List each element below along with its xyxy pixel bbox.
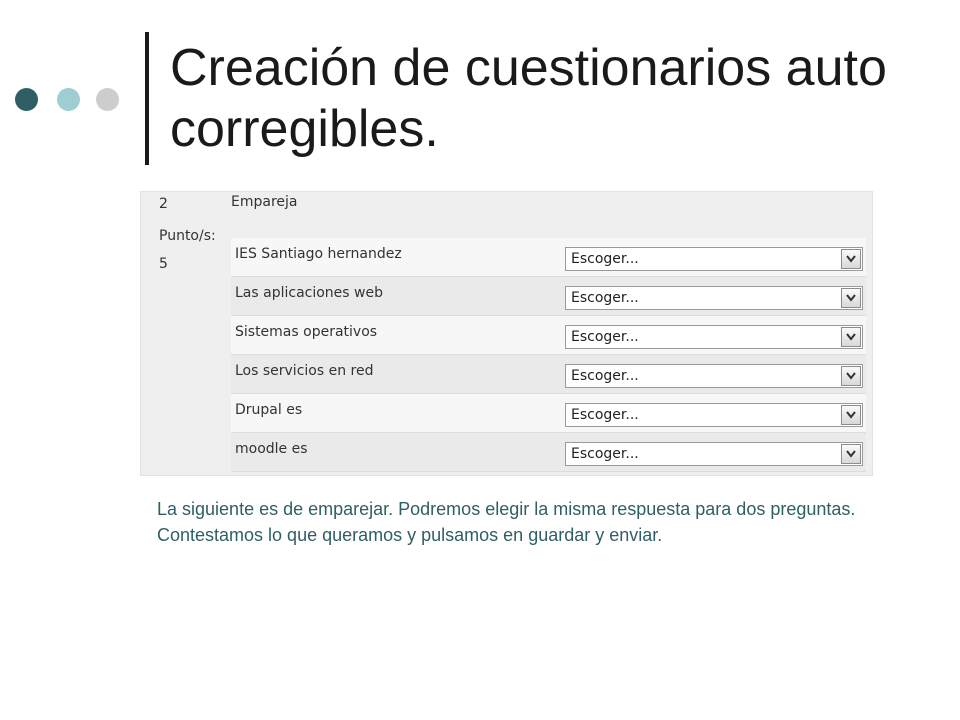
- match-row-label: Las aplicaciones web: [235, 285, 383, 301]
- dropdown-button[interactable]: [841, 444, 861, 464]
- dropdown-button[interactable]: [841, 249, 861, 269]
- chevron-down-icon: [846, 255, 856, 263]
- question-info: [141, 192, 229, 475]
- answer-select[interactable]: [565, 247, 863, 271]
- answer-select[interactable]: [565, 364, 863, 388]
- match-row: [231, 394, 866, 433]
- match-row-label: moodle es: [235, 441, 308, 457]
- chevron-down-icon: [846, 294, 856, 302]
- answer-select[interactable]: [565, 403, 863, 427]
- slide-caption: La siguiente es de emparejar. Podremos elegir la misma respuesta para dos preguntas. Contestamos lo que queramos y pulsamos en guardar y enviar.: [157, 499, 856, 545]
- decorative-dot-grey: [96, 88, 119, 111]
- match-row: [231, 355, 866, 394]
- chevron-down-icon: [846, 333, 856, 341]
- title-divider: [145, 32, 149, 165]
- match-rows: [231, 238, 866, 472]
- quiz-question-panel: [140, 191, 873, 476]
- answer-select-value: Escoger...: [571, 407, 639, 423]
- match-row-label: Drupal es: [235, 402, 303, 418]
- chevron-down-icon: [846, 450, 856, 458]
- answer-select-value: Escoger...: [571, 368, 639, 384]
- decorative-dot-light: [57, 88, 80, 111]
- match-row: [231, 433, 866, 472]
- dropdown-button[interactable]: [841, 366, 861, 386]
- dropdown-button[interactable]: [841, 327, 861, 347]
- answer-select[interactable]: [565, 325, 863, 349]
- match-row: [231, 238, 866, 277]
- chevron-down-icon: [846, 372, 856, 380]
- match-row: [231, 277, 866, 316]
- answer-select[interactable]: [565, 442, 863, 466]
- answer-select-value: Escoger...: [571, 446, 639, 462]
- dropdown-button[interactable]: [841, 288, 861, 308]
- answer-select-value: Escoger...: [571, 329, 639, 345]
- match-row: [231, 316, 866, 355]
- answer-select-value: Escoger...: [571, 251, 639, 267]
- decorative-dot-dark: [15, 88, 38, 111]
- match-row-label: Sistemas operativos: [235, 324, 378, 340]
- question-type-label: Empareja: [231, 194, 298, 210]
- answer-select[interactable]: [565, 286, 863, 310]
- match-row-label: IES Santiago hernandez: [235, 246, 402, 262]
- chevron-down-icon: [846, 411, 856, 419]
- slide-title: Creación de cuestionarios auto corregibles.: [170, 39, 887, 158]
- points-label: Punto/s:: [159, 228, 216, 244]
- points-value: 5: [159, 256, 168, 272]
- dropdown-button[interactable]: [841, 405, 861, 425]
- question-number: 2: [159, 196, 168, 212]
- answer-select-value: Escoger...: [571, 290, 639, 306]
- match-row-label: Los servicios en red: [235, 363, 374, 379]
